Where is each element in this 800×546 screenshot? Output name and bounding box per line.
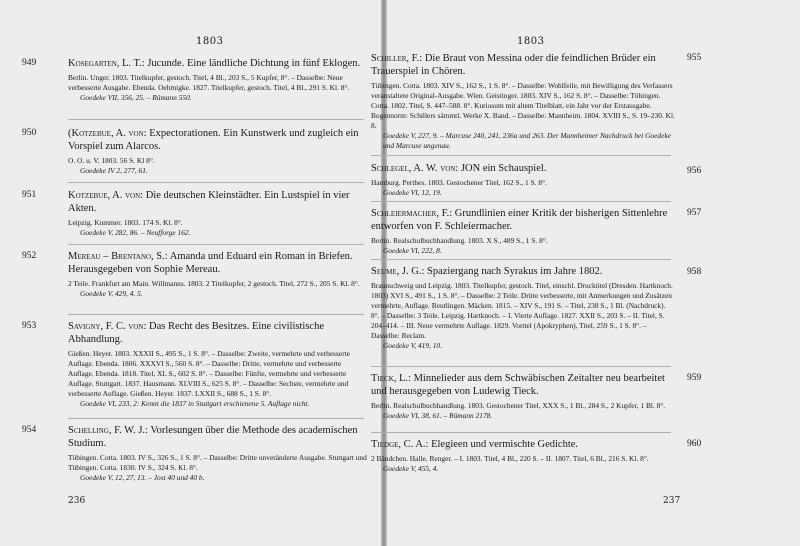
entry-details: Braunschweig und Leipzig. 1803. Titelkupfer, gestoch. Titel, einschl. Drucktitel (Dresden. Hartknoch. 1803) XVI S., 491 S., 1 S. 8°. – Dasselbe: 2 Teile. Dritte verbesserte, mit Anmerkungen und Zusätzen vermehrte, Auflage. Reutlingen. Mäcken. 1815. – XIV S., 191 S. – Titel, 238 S., 1 Bl. (Nachdruck). 8°. – Dasselbe: 3 Teile. Leipzig. Hartknoch. – I. Vierte Auflage. 1827. XXII S., 203 S. – II. Titel, S. 204–414. – III. Neue vermehrte Auflage. 1829. Vorttel (Apokryphen), Titel, 259 S., 1 S. 8°. – Dasselbe: Reclam. — [371, 281, 673, 340]
entry-title — [371, 372, 675, 398]
entry-number: 949 — [22, 58, 37, 68]
entry-divider — [371, 366, 671, 367]
entry-goedeke: Goedeke VI, 222, 8. — [383, 246, 442, 255]
entry-goedeke: Goedeke V, 455, 4. — [383, 464, 439, 473]
entry-details: Berlin. Realschulbuchhandlung. 1803. Gestochener Titel, XXX S., 1 Bl., 284 S., 2 Kupfer, 1 Bl. 8°. — [371, 401, 666, 410]
entry-title-text: Das Recht des Besitzes. Eine civilistische Abhandlung. — [68, 321, 324, 345]
entry-title — [68, 250, 368, 276]
entry-details: Leipzig. Kummer. 1803. 174 S. Kl. 8°. — [68, 218, 183, 227]
entry-goedeke: Goedeke V, 12, 27, 13. – Jost 40 und 40 b. — [80, 473, 205, 482]
entry-divider — [68, 182, 364, 183]
entry-goedeke: Goedeke IV 2, 277, 61. — [80, 166, 148, 175]
entry-title-text: Expectorationen. Ein Kunstwerk und zugleich ein Vorspiel zum Alarcos. — [68, 128, 359, 152]
entry-author: Seume, J. G.: — [371, 266, 425, 277]
entry-goedeke: Goedeke V, 227, 9. – Marcuse 240, 241, 236a und 263. Der Mannheimer Nachdruck bei Goedeke und Marcuse ungenau. — [383, 131, 671, 150]
entry-goedeke: Goedeke VII, 356, 25. – Rümann 550. — [80, 93, 192, 102]
entry-author: Tieck, L.: — [371, 373, 411, 384]
entry-number: 953 — [22, 321, 37, 331]
entry-950 — [22, 127, 368, 176]
entry-title-text: Spaziergang nach Syrakus im Jahre 1802. — [424, 266, 603, 277]
entry-author: Schleiermacher, F.: — [371, 208, 453, 219]
entry-title — [68, 57, 368, 70]
entry-952 — [22, 250, 368, 299]
entry-author: Schlegel, A. W. von: — [371, 163, 459, 174]
entry-details: Tübingen. Cotta. 1803. IV S., 326 S., 1 S. 8°. – Dasselbe: Dritte unveränderte Ausgabe. Stuttgart und Tübingen. Cotta. 1830. IV S., 324 S. Kl. 8°. — [68, 453, 367, 472]
entry-title — [68, 424, 368, 450]
entry-divider — [68, 119, 364, 120]
entry-title-text: Elegieen und vermischte Gedichte. — [428, 439, 579, 450]
entry-title — [68, 189, 368, 215]
entry-author: Tiedge, C. A.: — [371, 439, 429, 450]
left-page — [0, 0, 381, 546]
left-page-number: 236 — [68, 496, 86, 506]
entry-goedeke: Goedeke VI, 38, 61. – Rümann 2178. — [383, 411, 493, 420]
entry-details: Hamburg. Perthes. 1803. Gestochener Titel, 162 S., 1 S. 8°. — [371, 178, 547, 187]
entry-title-text: Jucunde. Eine ländliche Dichtung in fünf Eklogen. — [144, 58, 361, 69]
entry-958 — [371, 265, 702, 351]
entry-number: 959 — [687, 373, 702, 383]
entry-author: Kosegarten, L. T.: — [68, 58, 145, 69]
entry-title — [68, 127, 368, 153]
entry-title — [371, 52, 675, 78]
entry-goedeke: Goedeke VI, 233, 2: Kennt die 1837 in Stuttgart erschienene 5. Auflage nicht. — [80, 399, 310, 408]
entry-title-text: Vorlesungen über die Methode des academischen Studium. — [68, 425, 358, 449]
entry-goedeke: Goedeke V, 282, 86. – Neufforge 162. — [80, 228, 191, 237]
entry-number: 960 — [687, 439, 702, 449]
entry-number: 957 — [687, 208, 702, 218]
entry-949 — [22, 57, 368, 103]
entry-number: 958 — [687, 267, 702, 277]
entry-title-text: Die Braut von Messina oder die feindlichen Brüder ein Trauerspiel in Chören. — [371, 53, 656, 77]
entry-author: Savigny, F. C. von: — [68, 321, 147, 332]
entry-title — [371, 162, 675, 175]
entry-title-text: Die deutschen Kleinstädter. Ein Lustspiel in vier Akten. — [68, 190, 350, 214]
entry-details: Tübingen. Cotta. 1803. XIV S., 162 S., 1 S. 8°. – Dasselbe: Wohlfeile, mit Bewilligung des Verfassers veranstaltete Original-Ausgabe. Wien. Geistinger. 1803. XIV S., 162 S. 8°. – Dasselbe: Tübingen. Cotta. 1802. Titel, S. 447–588. 8°. Kuriosum mit altem Titelblatt, ein Jahr vor der Erstausgabe. Bogennorm: Schillers sämmtl. Werke X. Band. – Dasselbe: Mannheim. 1804. XVIII S., S. 19–230. Kl. 8. — [371, 81, 675, 130]
entry-title — [371, 265, 675, 278]
entry-960 — [371, 438, 702, 474]
entry-title-text: JON ein Schauspiel. — [458, 163, 547, 174]
entry-details: Gießen. Heyer. 1803. XXXII S., 495 S., 1 S. 8°. – Dasselbe: Zweite, vermehrte und verbesserte Auflage. Ebenda. 1806. XXXVI S., 560 S. 8°. – Dasselbe: Dritte, vermehrte und verbesserte Auflage. Ebenda. 1818. Titel, XL S., 602 S. 8°. – Dasselbe: Fünfte, vermehrte und verbesserte Auflage. Stuttgart. 1837. Hausmann. XLVIII S., 625 S. 8°. – Dasselbe: Sechste, vermehrte und verbesserte Auflage. Gießen. Heyer. 1837. LXXII S., 688 S., 1 S. 8°. — [68, 349, 350, 398]
entry-goedeke: Goedeke VI, 12, 19. — [383, 188, 442, 197]
entry-divider — [68, 244, 364, 245]
entry-author: Mereau – Brentano, S.: — [68, 251, 168, 262]
entry-divider — [371, 432, 671, 433]
entry-number: 950 — [22, 128, 37, 138]
entry-divider — [371, 201, 671, 202]
entry-957 — [371, 207, 702, 256]
entry-author: (Kotzebue, A. von: — [68, 128, 147, 139]
right-page — [371, 0, 800, 546]
entry-title-text: Grundlinien einer Kritik der bisherigen Sittenlehre entworfen von F. Schleiermacher. — [371, 208, 668, 232]
entry-goedeke: Goedeke V, 429, 4. 5. — [80, 289, 143, 298]
entry-title-text: Minnelieder aus dem Schwäbischen Zeitalter neu bearbeitet und herausgegeben von Ludewig Tieck. — [371, 373, 665, 397]
entry-goedeke: Goedeke V, 419, 10. — [383, 341, 442, 350]
entry-number: 951 — [22, 190, 37, 200]
entry-959 — [371, 372, 702, 421]
entry-details: Berlin. Unger. 1803. Titelkupfer, gestoch. Titel, 4 Bl., 203 S., 5 Kupfer, 8°. – Dasselbe: Neue verbesserte Ausgabe. Ebenda. Oehmigke. 1827. Titelkupfer, gestoch. Titel, 4 Bl., 291 S. Kl. 8°. — [68, 73, 350, 92]
right-page-number: 237 — [663, 496, 681, 506]
entry-divider — [68, 314, 364, 315]
entry-954 — [22, 424, 368, 483]
entry-details: O. O. u. V. 1803. 56 S. Kl 8°. — [68, 156, 155, 165]
entry-title — [371, 438, 675, 451]
entry-details: 2 Bändchen. Halle. Renger. – I. 1803. Titel, 4 Bl., 220 S. – II. 1807. Titel, 6 Bl., 216 S. Kl. 8°. — [371, 454, 649, 463]
entry-title — [68, 320, 368, 346]
entry-divider — [371, 155, 671, 156]
entry-author: Kotzebue, A. von: — [68, 190, 144, 201]
entry-956 — [371, 162, 702, 198]
entry-divider — [68, 418, 364, 419]
entry-number: 956 — [687, 166, 702, 176]
entry-955 — [371, 52, 702, 151]
entry-title-text: Amanda und Eduard ein Roman in Briefen. Herausgegeben von Sophie Mereau. — [68, 251, 353, 275]
entry-number: 955 — [687, 53, 702, 63]
entry-details: Berlin. Realschulbuchhandlung. 1803. X S., 489 S., 1 S. 8°. — [371, 236, 548, 245]
entry-author: Schiller, F.: — [371, 53, 423, 64]
entry-divider — [371, 259, 671, 260]
entry-number: 952 — [22, 251, 37, 261]
entry-details: 2 Teile. Frankfurt am Main. Willmanns. 1803. 2 Titelkupfer, 2 gestoch. Titel, 272 S., 205 S. Kl. 8°. — [68, 279, 360, 288]
right-page-header: 1803 — [517, 36, 545, 47]
left-page-header: 1803 — [196, 36, 224, 47]
entry-953 — [22, 320, 368, 409]
entry-title — [371, 207, 675, 233]
entry-number: 954 — [22, 425, 37, 435]
entry-author: Schelling, F. W. J.: — [68, 425, 148, 436]
entry-951 — [22, 189, 368, 238]
